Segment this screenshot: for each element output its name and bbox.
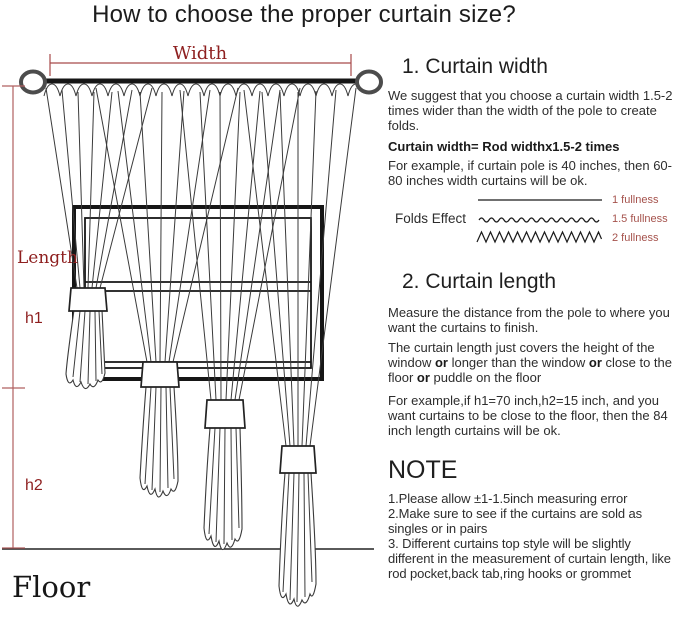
floor-label: Floor bbox=[12, 570, 91, 604]
coverage-segment: longer than the window bbox=[447, 355, 589, 370]
fullness-1-5-label: 1.5 fullness bbox=[612, 213, 668, 225]
length-dimension bbox=[2, 86, 78, 548]
folds-effect-block bbox=[385, 190, 679, 252]
coverage-or: or bbox=[416, 370, 430, 385]
section-heading-curtain-width: 1. Curtain width bbox=[402, 55, 548, 78]
fullness-1-label: 1 fullness bbox=[612, 194, 659, 206]
width-intro-text: We suggest that you choose a curtain width 1.5-2 times wider than the width of the pole to create folds. bbox=[388, 88, 673, 133]
h1-label: h1 bbox=[25, 310, 43, 327]
note-heading: NOTE bbox=[388, 456, 458, 484]
coverage-or: or bbox=[434, 355, 448, 370]
width-example-text: For example, if curtain pole is 40 inches, then 60-80 inches width curtains will be ok. bbox=[388, 158, 672, 188]
fullness-1-5-wave-line-icon bbox=[479, 218, 599, 222]
coverage-or: or bbox=[588, 355, 602, 370]
curtain-pleat-fans bbox=[46, 88, 356, 446]
h2-label: h2 bbox=[25, 477, 43, 494]
fullness-2-label: 2 fullness bbox=[612, 232, 659, 244]
fullness-2-zigzag-line-icon bbox=[477, 232, 602, 242]
note-item-2: 2.Make sure to see if the curtains are sold as singles or in pairs bbox=[388, 506, 643, 536]
coverage-segment: puddle on the floor bbox=[429, 370, 542, 385]
note-item-3: 3. Different curtains top style will be slightly different in the measurement of curtain length, like rod pocket,back tab,ring hooks or grommet bbox=[388, 536, 671, 581]
width-formula-text: Curtain width= Rod widthx1.5-2 times bbox=[388, 139, 620, 154]
curtain-tied-tails bbox=[66, 310, 316, 606]
note-item-1: 1.Please allow ±1-1.5inch measuring error bbox=[388, 491, 628, 506]
length-measure-text: Measure the distance from the pole to where you want the curtains to finish. bbox=[388, 305, 670, 335]
width-label: Width bbox=[172, 43, 228, 64]
length-example-text: For example,if h1=70 inch,h2=15 inch, and you want curtains to be close to the floor, then the 84 inch length curtains will be ok. bbox=[388, 393, 668, 438]
page-title: How to choose the proper curtain size? bbox=[92, 1, 516, 28]
window-frame-icon bbox=[74, 207, 322, 379]
note-list bbox=[388, 491, 679, 581]
curtain-ring-left-icon bbox=[21, 72, 45, 93]
section-heading-curtain-length: 2. Curtain length bbox=[402, 270, 557, 293]
length-coverage-text bbox=[388, 340, 678, 385]
coverage-segment: close to the floor bbox=[388, 355, 673, 385]
width-dimension bbox=[50, 43, 351, 76]
coverage-segment: The curtain length just covers the height of the window bbox=[388, 340, 655, 370]
length-label: Length bbox=[17, 248, 78, 268]
folds-effect-label: Folds Effect bbox=[395, 211, 467, 226]
curtain-ring-right-icon bbox=[357, 72, 381, 93]
